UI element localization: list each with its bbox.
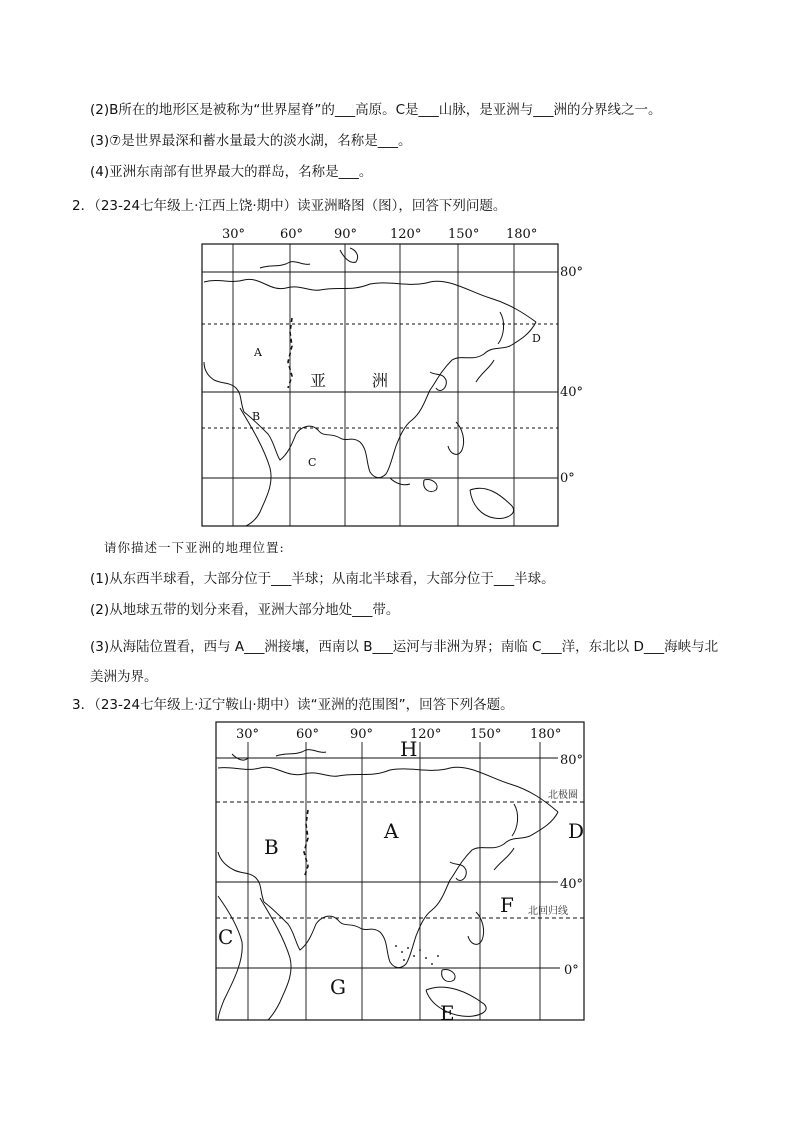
q3-label-c: C: [218, 925, 234, 949]
q3-label-e: E: [440, 1001, 455, 1024]
q2-lon-tick-30: 30°: [222, 227, 246, 242]
q2-line-3: (3)从海陆位置看，西与 A___洲接壤，西南以 B___运河与非洲为界；南临 C___洋，东北以 D___海峡与北美洲为界。: [90, 639, 719, 685]
q3-lat-tick-40: 40°: [560, 877, 584, 892]
q2-label-d: D: [532, 332, 541, 345]
q2-lon-tick-180: 180°: [506, 227, 538, 242]
q3-asia-range-map: [214, 720, 590, 1028]
q2-line-1: (1)从东西半球看，大部分位于___半球；从南北半球看，大部分位于___半球。: [90, 571, 555, 587]
q2-coastline: [204, 248, 536, 526]
q2-line-2: (2)从地球五带的划分来看，亚洲大部分地处___带。: [90, 602, 400, 618]
q2-lon-tick-60: 60°: [280, 227, 304, 242]
q1-line-3: (3)⑦是世界最深和蓄水量最大的淡水湖，名称是___。: [90, 133, 412, 149]
q3-lat-tick-0: 0°: [564, 963, 579, 978]
q3-map-frame: [216, 722, 584, 1020]
q2-header: 2．（23-24七年级上·江西上饶·期中）读亚洲略图（图），回答下列问题。: [72, 198, 507, 214]
q3-label-h: H: [400, 737, 418, 761]
q3-lon-tick-30: 30°: [236, 727, 260, 742]
q3-lon-tick-90: 90°: [350, 727, 374, 742]
q3-label-b: B: [264, 835, 279, 859]
q3-label-a: A: [384, 819, 399, 843]
q2-label-c: C: [308, 456, 317, 469]
q3-lat-tick-80: 80°: [560, 753, 584, 768]
q3-tropic-label: 北回归线: [528, 906, 568, 917]
q3-lon-tick-60: 60°: [296, 727, 320, 742]
q2-label-zhou: 洲: [372, 371, 389, 390]
q3-label-g: G: [330, 975, 346, 999]
q2-label-b: B: [252, 410, 261, 423]
q1-line-4: (4)亚洲东南部有世界最大的群岛，名称是___。: [90, 164, 373, 180]
q3-arctic-circle-label: 北极圈: [548, 790, 578, 801]
q2-lon-tick-150: 150°: [448, 227, 480, 242]
q1-line-2: (2)B所在的地形区是被称为“世界屋脊”的___高原。C是___山脉，是亚洲与___洲的分界线之一。: [90, 102, 662, 118]
q2-label-a: A: [254, 346, 262, 359]
q2-lat-tick-0: 0°: [560, 471, 575, 486]
q3-lon-tick-180: 180°: [530, 727, 562, 742]
q3-header: 3．（23-24七年级上·辽宁鞍山·期中）读“亚洲的范围图”，回答下列各题。: [72, 697, 514, 713]
q3-lon-tick-150: 150°: [470, 727, 502, 742]
q2-lon-tick-90: 90°: [334, 227, 358, 242]
q2-lat-tick-40: 40°: [560, 385, 584, 400]
q2-handwritten-note: 请你描述一下亚洲的地理位置:: [104, 540, 285, 555]
q2-label-ya: 亚: [310, 371, 327, 390]
q3-label-d: D: [568, 819, 585, 843]
q2-asia-map: [200, 222, 600, 532]
q3-label-f: F: [500, 893, 514, 917]
q2-lat-tick-80: 80°: [560, 265, 584, 280]
q2-lon-tick-120: 120°: [390, 227, 422, 242]
q3-lon-tick-120: 120°: [410, 727, 442, 742]
